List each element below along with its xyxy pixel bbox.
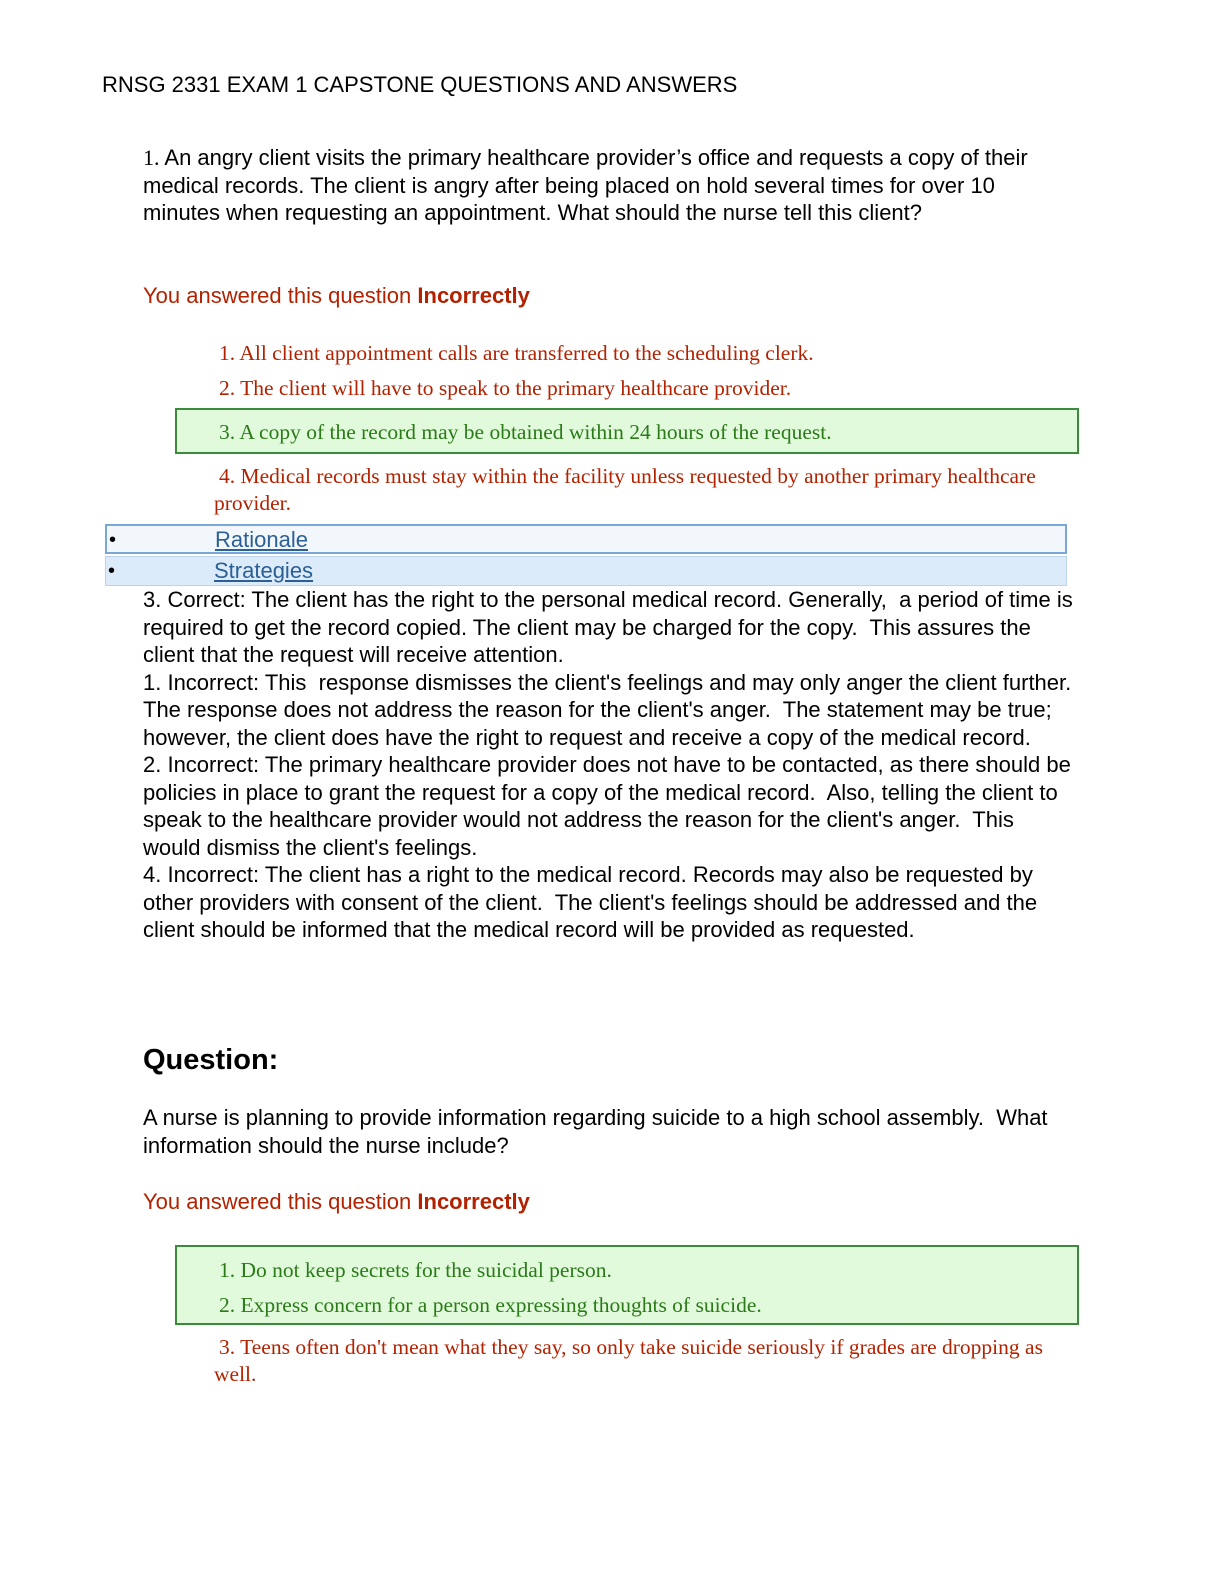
- question-1-result: [143, 283, 530, 309]
- rationale-paragraph: 1. Incorrect: This response dismisses the client's feelings and may only anger the client further. The response does not address the reason for the client's anger. The statement may be true; however, the client does have the right to request and receive a copy of the medical record.: [143, 669, 1084, 750]
- result-status: Incorrectly: [417, 283, 530, 308]
- answer-option-2: 2. The client will have to speak to the primary healthcare provider.: [219, 376, 792, 400]
- question-2-result: [143, 1189, 530, 1215]
- answer-option-4: 4. Medical records must stay within the facility unless requested by another primary healthcare provider.: [214, 464, 1036, 515]
- question-1-stem: [143, 144, 1073, 227]
- rationale-section: [143, 586, 1084, 944]
- rationale-paragraph: 2. Incorrect: The primary healthcare provider does not have to be contacted, as there should be policies in place to grant the request for a copy of the medical record. Also, telling the client to speak to the healthcare provider would not address the reason for the client's anger. This would dismiss the client's feelings.: [143, 752, 1077, 860]
- bullet: •: [109, 529, 117, 551]
- result-prefix: You answered this question: [143, 283, 418, 308]
- rationale-link[interactable]: Rationale: [215, 527, 308, 552]
- question-1-text: An angry client visits the primary healthcare provider’s office and requests a copy of their medical records. The client is angry after being placed on hold several times for over 10 minutes when requesting an appointment. What should the nurse tell this client?: [143, 145, 1028, 225]
- question-2-stem: A nurse is planning to provide information regarding suicide to a high school assembly. What information should the nurse include?: [143, 1105, 1054, 1158]
- tab-strategies[interactable]: [105, 556, 1067, 586]
- answer-option-1: 1. All client appointment calls are transferred to the scheduling clerk.: [219, 341, 814, 365]
- correct-answer-highlight: [175, 408, 1079, 454]
- correct-answer-highlight: [175, 1245, 1079, 1325]
- tab-rationale[interactable]: [105, 524, 1067, 554]
- result-status: Incorrectly: [417, 1189, 530, 1214]
- question-heading: Question:: [143, 1044, 279, 1076]
- answer-option-1: 1. Do not keep secrets for the suicidal person.: [219, 1258, 612, 1282]
- result-prefix: You answered this question: [143, 1189, 418, 1214]
- answer-option-2: 2. Express concern for a person expressing thoughts of suicide.: [219, 1293, 762, 1317]
- answer-option-3: 3. Teens often don't mean what they say, so only take suicide seriously if grades are dropping as well.: [214, 1335, 1043, 1386]
- answer-option-3: 3. A copy of the record may be obtained within 24 hours of the request.: [219, 420, 832, 444]
- bullet: •: [108, 560, 116, 582]
- rationale-paragraph: 4. Incorrect: The client has a right to the medical record. Records may also be requested by other providers with consent of the client. The client's feelings should be addressed and the client should be informed that the medical record will be provided as requested.: [143, 862, 1044, 942]
- strategies-link[interactable]: Strategies: [214, 558, 314, 583]
- rationale-paragraph: 3. Correct: The client has the right to the personal medical record. Generally, a period of time is required to get the record copied. The client may be charged for the copy. This assures the client that the request will receive attention.: [143, 587, 1079, 667]
- document-title: RNSG 2331 EXAM 1 CAPSTONE QUESTIONS AND ANSWERS: [102, 72, 738, 97]
- question-1-number: 1.: [143, 145, 160, 170]
